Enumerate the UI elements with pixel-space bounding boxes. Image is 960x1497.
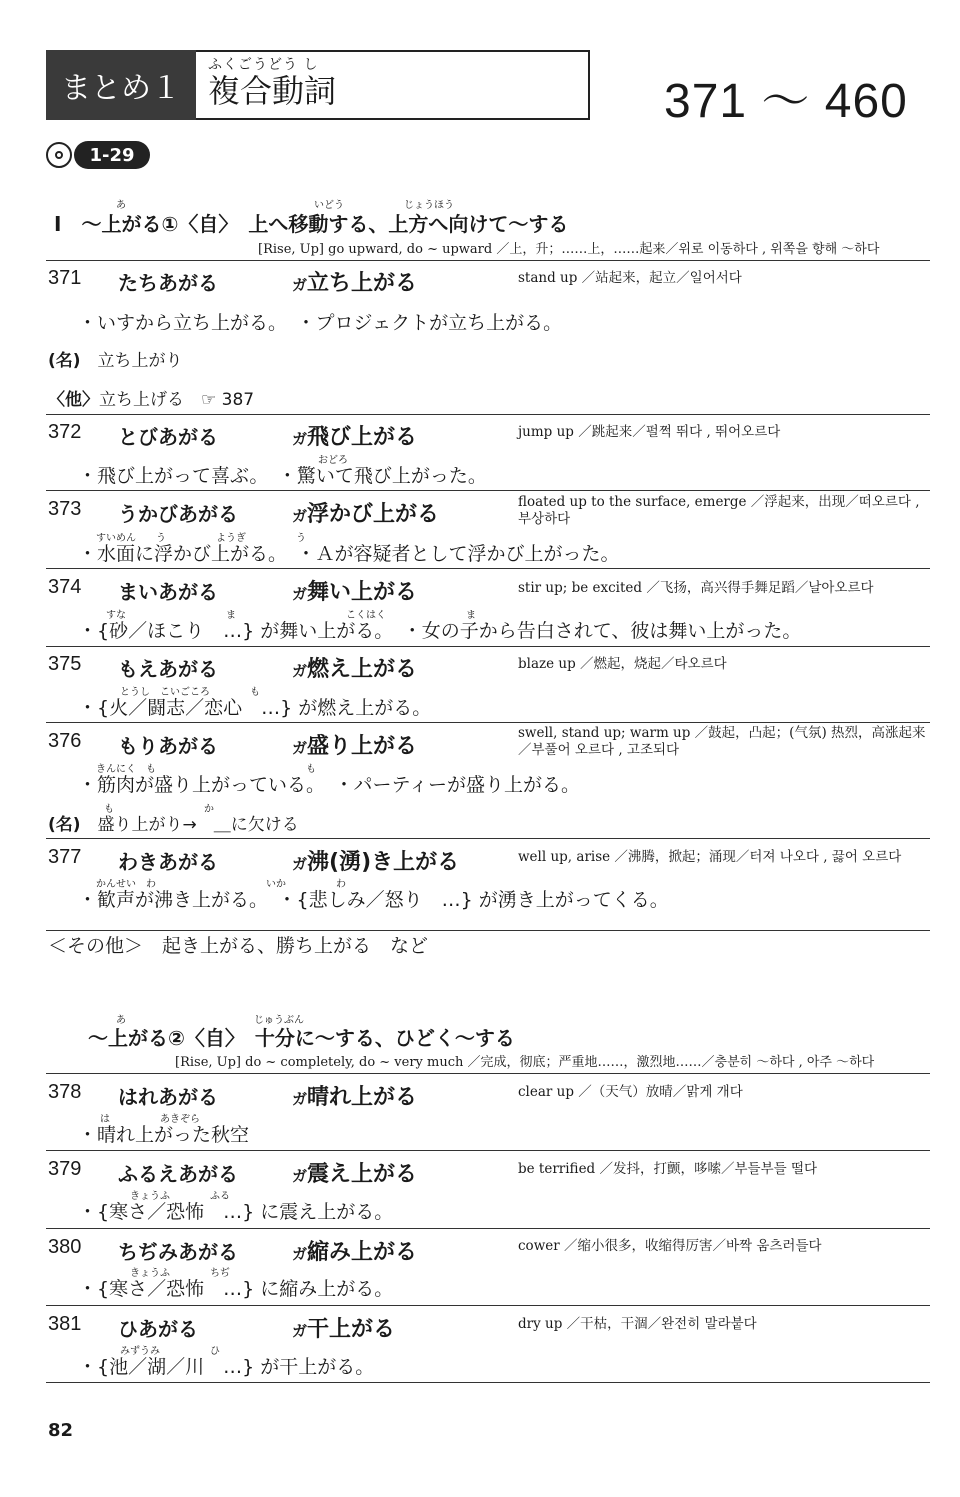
entry-number: 372 (48, 421, 82, 443)
ruby: あ (116, 1015, 126, 1026)
entry-number: 371 (48, 267, 82, 289)
entry-kana: とびあがる (118, 425, 218, 449)
ruby: すいめん う ようぎ う (96, 533, 306, 544)
entry-kana: うかびあがる (118, 502, 238, 526)
entry-translation: be terrified ／发抖，打颤，哆嗦／부들부들 떨다 (518, 1161, 818, 1177)
ruby: じょうほう (404, 200, 454, 211)
entry-number: 375 (48, 653, 82, 675)
entry-number: 377 (48, 846, 82, 868)
ruby: すな ま こくはく ま (106, 610, 476, 621)
entry-kana: ちぢみあがる (118, 1240, 238, 1264)
entry-number: 373 (48, 498, 82, 520)
entry-example: ・{池／湖／川 …} が干上がる。 (78, 1356, 375, 1378)
entry-verb: ガ立ち上がる (292, 271, 418, 296)
divider (46, 1382, 930, 1383)
divider (46, 722, 930, 723)
divider (46, 1073, 930, 1074)
ruby: は あきぞら (100, 1114, 200, 1125)
cd-icon (46, 142, 72, 168)
ruby: とうし こいごころ も (100, 687, 260, 698)
entry-number: 379 (48, 1158, 82, 1180)
entry-verb: ガ盛り上がる (292, 734, 418, 759)
entry-kana: はれあがる (118, 1085, 218, 1109)
entry-kana: ふるえあがる (118, 1162, 238, 1186)
title-ruby: ふくごうどう し (208, 57, 319, 73)
entry-verb: ガ干上がる (292, 1317, 396, 1342)
divider (46, 838, 930, 839)
entry-example: ・{火／闘志／恋心 …} が燃え上がる。 (78, 697, 432, 719)
entry-example: ・いすから立ち上がる。 ・プロジェクトが立ち上がる。 (78, 312, 563, 334)
entry-number: 381 (48, 1313, 82, 1335)
ruby: きょうふ ふる (100, 1191, 230, 1202)
entry-number: 376 (48, 730, 82, 752)
entry-range: 371 〜 460 (664, 75, 908, 128)
entry-verb: ガ縮み上がる (292, 1240, 418, 1265)
entry-translation: stand up ／站起来，起立／일어서다 (518, 270, 742, 286)
section-heading: 〜上がる②〈自〉 十分に〜する、ひどく〜する (88, 1026, 515, 1050)
ruby: いどう (314, 200, 344, 211)
entry-kana: ひあがる (118, 1317, 198, 1341)
entry-example: ・{寒さ／恐怖 …} に縮み上がる。 (78, 1278, 394, 1300)
section-subtitle: [Rise, Up] go upward, do ~ upward ／上，升；……上，……起来／위로 이동하다 , 위쪽을 향해 〜하다 (258, 242, 880, 257)
note-transitive: 〈他〉立ち上げる ☞ 387 (48, 390, 255, 410)
ruby: あ (116, 200, 126, 211)
unit-label: まとめ１ (46, 50, 196, 120)
entry-number: 380 (48, 1236, 82, 1258)
entry-number: 374 (48, 576, 82, 598)
entry-example: ・水面に浮かび上がる。 ・Ａが容疑者として浮かび上がった。 (78, 543, 620, 565)
entry-verb: ガ飛び上がる (292, 425, 418, 450)
entry-example: ・筋肉が盛り上がっている。 ・パーティーが盛り上がる。 (78, 774, 580, 796)
entry-translation: swell, stand up; warm up ／鼓起，凸起；(气氛) 热烈，高涨起来／부풀어 오르다 , 고조되다 (518, 725, 926, 758)
divider (46, 1305, 930, 1306)
entry-verb: ガ浮かび上がる (292, 502, 440, 527)
entry-number: 378 (48, 1081, 82, 1103)
audio-track-badge: 1-29 (74, 141, 150, 169)
note-noun: (名) 盛り上がり→ ＿に欠ける (48, 815, 299, 835)
ruby: きょうふ ちぢ (100, 1268, 230, 1279)
divider (46, 1228, 930, 1229)
entry-kana: まいあがる (118, 580, 218, 604)
entry-kana: もえあがる (118, 657, 218, 681)
entry-kana: もりあがる (118, 734, 218, 758)
entry-translation: blaze up ／燃起，烧起／타오르다 (518, 656, 727, 672)
entry-verb: ガ震え上がる (292, 1162, 418, 1187)
divider (46, 414, 930, 415)
section-heading: Ⅰ 〜上がる①〈自〉 上へ移動する、上方へ向けて〜する (54, 212, 569, 236)
entry-example: ・歓声が沸き上がる。 ・{悲しみ／怒り …} が湧き上がってくる。 (78, 889, 669, 911)
entry-example: ・{砂／ほこり …} が舞い上がる。 ・女の子から告白されて、彼は舞い上がった。 (78, 620, 802, 642)
entry-translation: dry up ／干枯，干涸／완전히 말라붙다 (518, 1316, 757, 1332)
divider (46, 568, 930, 569)
page-number: 82 (48, 1420, 74, 1441)
entry-example: ・晴れ上がった秋空 (78, 1124, 250, 1146)
divider (46, 490, 930, 491)
ruby: おどろ (318, 455, 348, 466)
entry-translation: floated up to the surface, emerge ／浮起来，出现／떠오르다 , 부상하다 (518, 494, 920, 527)
ruby: かんせい わ いか わ (96, 879, 346, 890)
page-title: 複合動詞 (208, 72, 337, 110)
entry-translation: cower ／缩小很多，收缩得厉害／바짝 움츠러들다 (518, 1238, 822, 1254)
note-others: ＜その他＞ 起き上がる、勝ち上がる など (48, 935, 429, 957)
entry-example: ・飛び上がって喜ぶ。 ・驚いて飛び上がった。 (78, 465, 487, 487)
entry-verb: ガ沸(湧)き上がる (292, 850, 460, 875)
section-subtitle: [Rise, Up] do ~ completely, do ~ very much ／完成，彻底；严重地……，激烈地……／충분히 〜하다 , 아주 〜하다 (175, 1055, 875, 1070)
entry-translation: jump up ／跳起来／펄쩍 뛰다 , 뛰어오르다 (518, 424, 781, 440)
ruby: きんにく も も (96, 764, 316, 775)
entry-translation: clear up ／（天气）放晴／맑게 개다 (518, 1084, 743, 1100)
ruby: みずうみ ひ (100, 1346, 220, 1357)
entry-example: ・{寒さ／恐怖 …} に震え上がる。 (78, 1201, 394, 1223)
entry-kana: わきあがる (118, 850, 218, 874)
divider (46, 1150, 930, 1151)
entry-verb: ガ晴れ上がる (292, 1085, 418, 1110)
note-noun: (名) 立ち上がり (48, 351, 183, 371)
entry-translation: stir up; be excited ／飞扬，高兴得手舞足蹈／날아오르다 (518, 580, 874, 596)
entry-verb: ガ燃え上がる (292, 657, 418, 682)
ruby: も か (104, 804, 214, 815)
entry-translation: well up, arise ／沸腾，掀起；涌现／터져 나오다 , 끓어 오르다 (518, 849, 902, 865)
ruby: じゅうぶん (254, 1015, 304, 1026)
divider (46, 260, 930, 261)
divider (46, 646, 930, 647)
entry-verb: ガ舞い上がる (292, 580, 418, 605)
entry-kana: たちあがる (118, 271, 218, 295)
